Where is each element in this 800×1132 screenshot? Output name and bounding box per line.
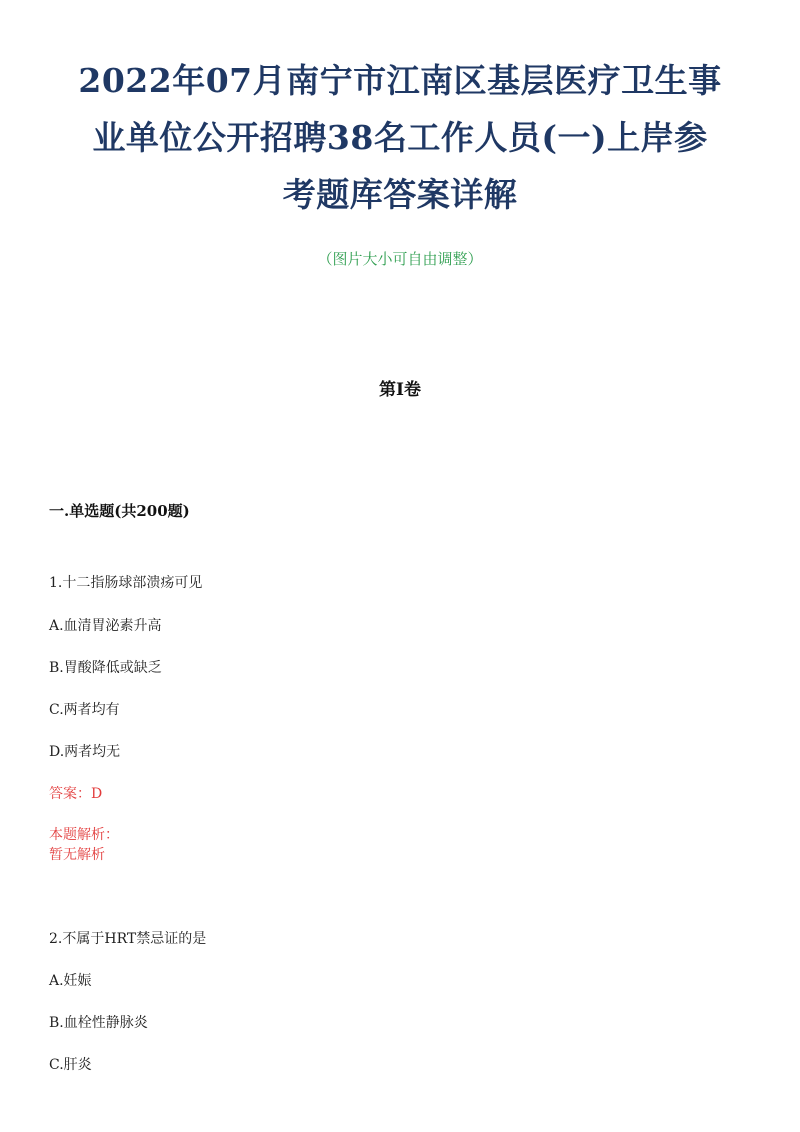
- volume-label: 第I卷: [379, 380, 421, 400]
- title-line-3: 考题库答案详解: [282, 175, 518, 214]
- question-2-option-b: B.血栓性静脉炎: [49, 1015, 148, 1031]
- question-1-stem: 1.十二指肠球部溃疡可见: [49, 575, 203, 591]
- document-title: [40, 52, 760, 223]
- question-2-stem: 2.不属于HRT禁忌证的是: [49, 931, 207, 947]
- section-title: 一.单选题(共200题): [49, 502, 190, 520]
- subtitle-note: （图片大小可自由调整）: [317, 250, 483, 268]
- question-1-option-a: A.血清胃泌素升高: [49, 618, 162, 634]
- question-1-answer: 答案：D: [49, 786, 103, 802]
- question-1-option-d: D.两者均无: [49, 744, 121, 760]
- question-1-option-b: B.胃酸降低或缺乏: [49, 660, 162, 676]
- title-line-1: 2022年07月南宁市江南区基层医疗卫生事: [78, 61, 722, 100]
- question-1-analysis-text: 暂无解析: [49, 847, 105, 863]
- question-2-option-a: A.妊娠: [49, 973, 92, 989]
- question-1-option-c: C.两者均有: [49, 702, 120, 718]
- question-1-analysis-label: 本题解析：: [49, 827, 119, 843]
- question-2-option-c: C.肝炎: [49, 1057, 92, 1073]
- title-line-2: 业单位公开招聘38名工作人员(一)上岸参: [92, 118, 708, 157]
